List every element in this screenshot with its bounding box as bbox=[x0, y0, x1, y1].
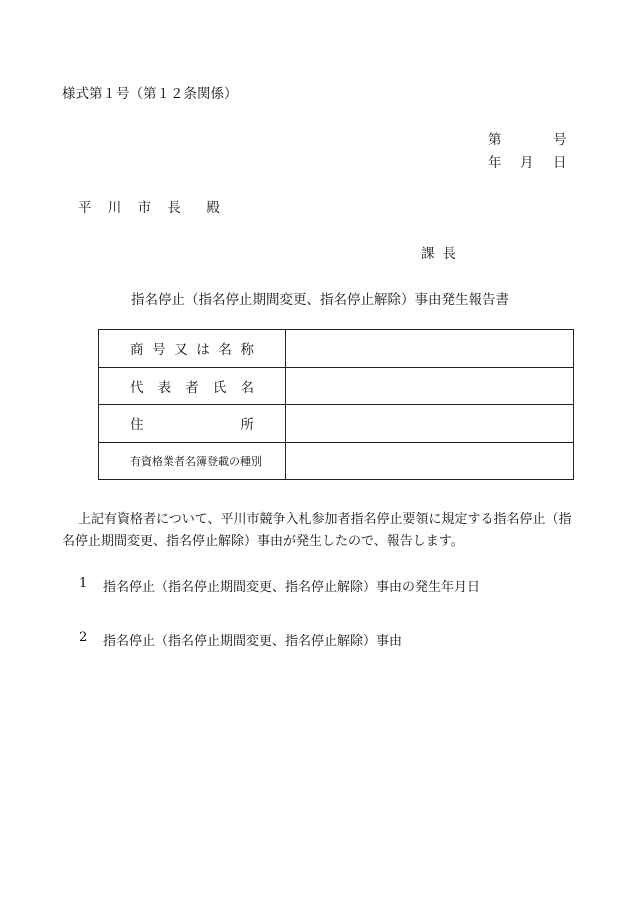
table-row bbox=[99, 330, 574, 368]
table-row bbox=[99, 442, 574, 480]
label-char: 代 bbox=[130, 379, 144, 396]
label-cell-address bbox=[99, 405, 286, 443]
table-row bbox=[99, 405, 574, 443]
label-char: 表 bbox=[157, 379, 172, 396]
company-info-table bbox=[98, 329, 574, 480]
label-char: 者 bbox=[185, 379, 199, 396]
label-char: 所 bbox=[240, 417, 254, 434]
date-month-label: 月 bbox=[520, 155, 534, 171]
label-cell-trade-name bbox=[99, 330, 286, 368]
label-text: 有資格業者名簿登載の種別 bbox=[130, 454, 262, 468]
item-text: 指名停止（指名停止期間変更、指名停止解除）事由 bbox=[103, 634, 403, 649]
label-char: 氏 bbox=[212, 379, 227, 396]
label-char: 商 bbox=[130, 342, 144, 359]
item-number: 1 bbox=[79, 576, 88, 591]
addressee: 平 川 市 長 殿 bbox=[78, 200, 226, 216]
label-char: 名 bbox=[240, 379, 254, 396]
label-char: 又 bbox=[174, 342, 188, 359]
item-text: 指名停止（指名停止期間変更、指名停止解除）事由の発生年月日 bbox=[103, 580, 481, 595]
label-cell-registry-type bbox=[99, 442, 286, 480]
value-cell-trade-name[interactable] bbox=[286, 330, 574, 368]
label-char: 名 bbox=[218, 342, 232, 359]
document-title: 指名停止（指名停止期間変更、指名停止解除）事由発生報告書 bbox=[131, 292, 509, 308]
item-number: 2 bbox=[79, 630, 88, 645]
form-number: 様式第１号（第１２条関係） bbox=[62, 86, 238, 102]
body-text-line-2: 名停止期間変更、指名停止解除）事由が発生したので、報告します。 bbox=[62, 534, 464, 549]
value-cell-address[interactable] bbox=[286, 405, 574, 443]
label-char: は bbox=[196, 342, 210, 359]
value-cell-registry-type[interactable] bbox=[286, 442, 574, 480]
sender-title: 課長 bbox=[421, 246, 464, 262]
value-cell-representative[interactable] bbox=[286, 367, 574, 405]
label-cell-representative bbox=[99, 367, 286, 405]
label-char: 住 bbox=[130, 417, 144, 434]
doc-number-label: 第 bbox=[488, 132, 502, 148]
label-char: 称 bbox=[240, 342, 254, 359]
label-char: 号 bbox=[152, 342, 166, 359]
table-row bbox=[99, 367, 574, 405]
date-day-label: 日 bbox=[553, 155, 567, 171]
doc-number-suffix: 号 bbox=[553, 132, 567, 148]
body-text-line-1: 上記有資格者について、平川市競争入札参加者指名停止要領に規定する指名停止（指 bbox=[78, 512, 572, 527]
date-year-label: 年 bbox=[488, 155, 502, 171]
